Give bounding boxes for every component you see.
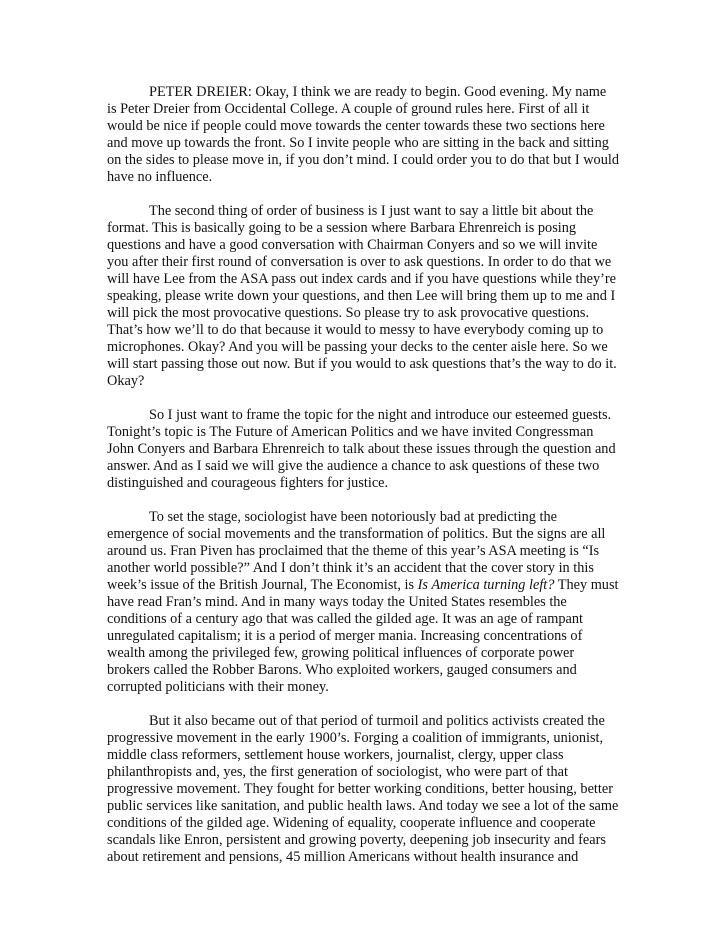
paragraph-text: To set the stage, sociologist have been notoriously bad at predicting the emergence of social movements and the transformation of politics. But the signs are all around us. Fran Piven has proclaimed that the theme of this year’s ASA meeting is “Is another world possible?” And I don’t think it’s an accident that the cover story in this week’s issue of the British Journal, The Economist, is [107, 509, 606, 593]
paragraph-text: The second thing of order of business is I just want to say a little bit about the format. This is basically going to be a session where Barbara Ehrenreich is posing questions and have a good conversation with Chairman Conyers and so we will invite you after their first round of conversation is over to ask questions. In order to do that we will have Lee from the ASA pass out index cards and if you have questions while they’re speaking, please write down your questions, and then Lee will bring them up to me and I will pick the most provocative questions. So please try to ask provocative questions. That’s how we’ll to do that because it would to messy to have everybody coming up to microphones. Okay? And you will be passing your decks to the center aisle here. So we will start passing those out now. But if you would to ask questions that’s the way to do it. Okay? [107, 203, 617, 389]
paragraph-text: PETER DREIER: Okay, I think we are ready to begin. Good evening. My name is Peter Dreier from Occidental College. A couple of ground rules here. First of all it would be nice if people could move towards the center towards these two sections here and move up towards the front. So I invite people who are sitting in the back and sitting on the sides to please move in, if you don’t mind. I could order you to do that but I would have no influence. [107, 84, 619, 185]
italic-title: Is America turning left? [417, 577, 555, 593]
paragraph-format [107, 203, 619, 390]
paragraph-progressive-movement [107, 713, 619, 866]
paragraph-opening-remarks [107, 84, 619, 186]
paragraph-topic [107, 407, 619, 492]
paragraph-set-stage [107, 509, 619, 696]
paragraph-text: So I just want to frame the topic for the night and introduce our esteemed guests. Tonight’s topic is The Future of American Politics and we have invited Congressman John Conyers and Barbara Ehrenreich to talk about these issues through the question and answer. And as I said we will give the audience a chance to ask questions of these two distinguished and courageous fighters for justice. [107, 407, 616, 491]
paragraph-text: They must have read Fran’s mind. And in many ways today the United States resembles the conditions of a century ago that was called the gilded age. It was an age of rampant unregulated capitalism; it is a period of merger mania. Increasing concentrations of wealth among the privileged few, growing political influences of corporate power brokers called the Robber Barons. Who exploited workers, gauged consumers and corrupted politicians with their money. [107, 577, 619, 695]
transcript-page [107, 84, 619, 883]
paragraph-text: But it also became out of that period of turmoil and politics activists created the progressive movement in the early 1900’s. Forging a coalition of immigrants, unionist, middle class reformers, settlement house workers, journalist, clergy, upper class philanthropists and, yes, the first generation of sociologist, who were part of that progressive movement. They fought for better working conditions, better housing, better public services like sanitation, and public health laws. And today we see a lot of the same conditions of the gilded age. Widening of equality, cooperate influence and cooperate scandals like Enron, persistent and growing poverty, deepening job insecurity and fears about retirement and pensions, 45 million Americans without health insurance and [107, 713, 619, 865]
